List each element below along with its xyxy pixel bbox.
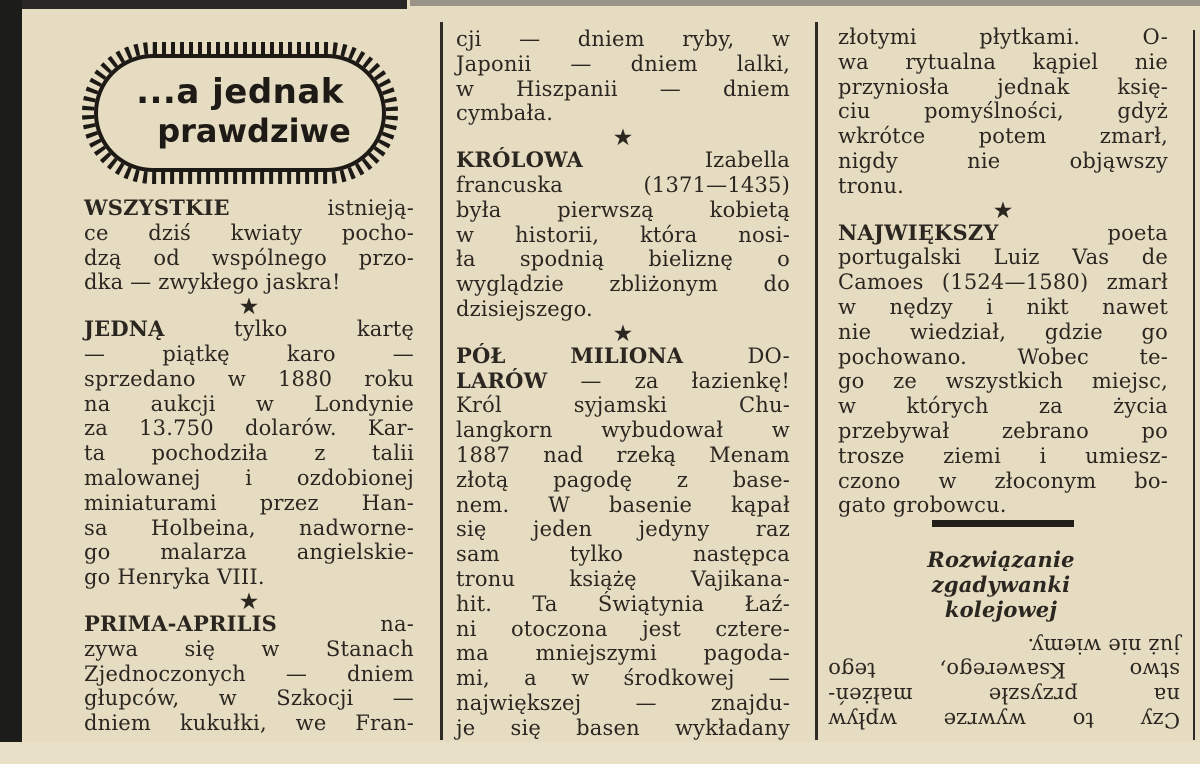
text-line: przyniosła jednak księ- [838,74,1168,99]
column-rule-2 [815,22,818,740]
text-line: ce dziś kwiaty pocho- [84,220,414,245]
text-line: sprzedano w 1880 roku [84,366,414,391]
text-line: PÓŁ MILIONA DO- [456,342,790,368]
text-line: ła spodnią bieliznę o [456,247,790,272]
text-line: Zjednoczonych — dniem [84,661,414,686]
text-line: Japonii — dniem lalki, [456,51,790,76]
text-line: malowanej i ozdobionej [84,465,414,490]
text-line: nem. W basenie kąpał [456,492,790,517]
column-rule-1 [440,22,443,740]
text-line: mi, a w środkowej — [456,666,790,691]
text-line: sam tylko następca [456,542,790,567]
text-line: WSZYSTKIE istnieją- [84,195,414,220]
text-line: się jeden jedyny raz [456,517,790,542]
text-line: głupców, w Szkocji — [84,686,414,711]
text-line: na aukcji w Londynie [84,391,414,416]
text-line: NAJWIĘKSZY poeta [838,219,1168,245]
solution-line-2: zgadywanki [931,571,1071,597]
scan-edge-left [0,0,22,742]
text-line: dzą od wspólnego przo- [84,245,414,270]
text-line: trosze ziemi i umiesz- [838,443,1168,468]
lead-word: PÓŁ MILIONA [456,342,684,368]
solution-heading [860,548,1142,622]
upside-down-answer [828,633,1180,732]
separator-star-icon: ★ [614,125,632,150]
text-line: langkorn wybudował w [456,418,790,443]
answer-line-4: już nie wiemy. [1027,633,1180,658]
scan-edge-top-grey [410,0,1200,6]
text-line: go malarza angielskie- [84,540,414,565]
text-line: złotymi płytkami. O- [838,25,1168,49]
text-line: złotą pagodę z base- [456,467,790,492]
text-line: miniaturami przez Han- [84,490,414,515]
lead-word: PRIMA-APRILIS [84,610,278,636]
separator-star-icon: ★ [240,588,258,613]
lead-word: JEDNĄ [84,316,165,342]
text-line: wa rytualna kąpiel nie [838,49,1168,74]
text-line: nigdy nie objąwszy [838,148,1168,173]
scan-edge-bottom [0,742,1200,764]
text-line: w historii, która nosi- [456,222,790,247]
separator-star-icon: ★ [994,197,1012,222]
text-line: ni otoczona jest cztere- [456,616,790,641]
text-line: PRIMA-APRILIS na- [84,610,414,636]
text-line: w nędzy i nikt nawet [838,294,1168,319]
text-line: 1887 nad rzeką Menam [456,442,790,467]
text-line: cymbała. [456,101,554,126]
lead-word: KRÓLOWA [456,147,583,173]
text-line: go Henryka VIII. [84,565,265,590]
text-line: Król syjamski Chu- [456,393,790,418]
answer-line-2: na przyszłe małżeń- [828,683,1180,708]
text-line: dka — zwykłego jaskra! [84,270,341,295]
text-line: — piątkę karo — [84,341,414,366]
text-line: tronu książę Vajikana- [456,566,790,591]
text-line: KRÓLOWA Izabella [456,147,790,173]
text-line: przebywał zebrano po [838,418,1168,443]
lead-word: NAJWIĘKSZY [838,219,999,245]
section-divider [932,520,1074,527]
column-logo [82,42,398,184]
text-line: za 13.750 dolarów. Kar- [84,416,414,441]
answer-line-3: stwo Ksawerego, tego [828,658,1180,683]
text-line: dniem kukułki, we Fran- [84,711,414,736]
lead-word: WSZYSTKIE [84,195,230,220]
text-line: ta pochodziła z talii [84,441,414,466]
text-line: zywa się w Stanach [84,636,414,661]
logo-line-1: ...a jednak [136,72,344,112]
logo-line-2: prawdziwe [157,112,351,150]
text-line: w których za życia [838,394,1168,419]
separator-star-icon: ★ [614,320,632,345]
text-line: portugalski Luiz Vas de [838,245,1168,270]
column-rule-3 [1193,30,1195,740]
text-line: go ze wszystkich miejsc, [838,369,1168,394]
solution-line-3: kolejowej [944,596,1058,622]
text-column-1 [84,196,414,736]
text-line: dzisiejszego. [456,296,593,321]
lead-word: LARÓW [456,367,548,393]
text-line: gato grobowcu. [838,493,1007,518]
separator-star-icon: ★ [240,294,258,319]
text-line: czono w złoconym bo- [838,468,1168,493]
text-line: JEDNĄ tylko kartę [84,316,414,342]
text-line: nie wiedział, gdzie go [838,319,1168,344]
text-line: największej — znajdu- [456,690,790,715]
text-line: je się basen wykładany [456,715,790,740]
text-line: sa Holbeina, nadworne- [84,515,414,540]
text-column-3 [838,25,1168,518]
text-line: tronu. [838,173,905,198]
text-line: ma mniejszymi pagoda- [456,641,790,666]
text-line: LARÓW — za łazienkę! [456,367,790,393]
text-line: wkrótce potem zmarł, [838,124,1168,149]
text-line: wyglądzie zbliżonym do [456,272,790,297]
text-line: francuska (1371—1435) [456,172,790,197]
text-line: Camoes (1524—1580) zmarł [838,270,1168,295]
answer-line-1: Czy to wywrze wpływ [828,708,1180,733]
text-line: była pierwszą kobietą [456,197,790,222]
text-line: w Hiszpanii — dniem [456,76,790,101]
text-line: hit. Ta Świątynia Łaź- [456,591,790,616]
text-line: cji — dniem ryby, w [456,27,790,51]
text-line: ciu pomyślności, gdyż [838,99,1168,124]
text-line: pochowano. Wobec te- [838,344,1168,369]
scan-edge-top-dark [22,0,407,9]
text-column-2 [456,27,790,741]
solution-line-1: Rozwiązanie [927,547,1075,572]
